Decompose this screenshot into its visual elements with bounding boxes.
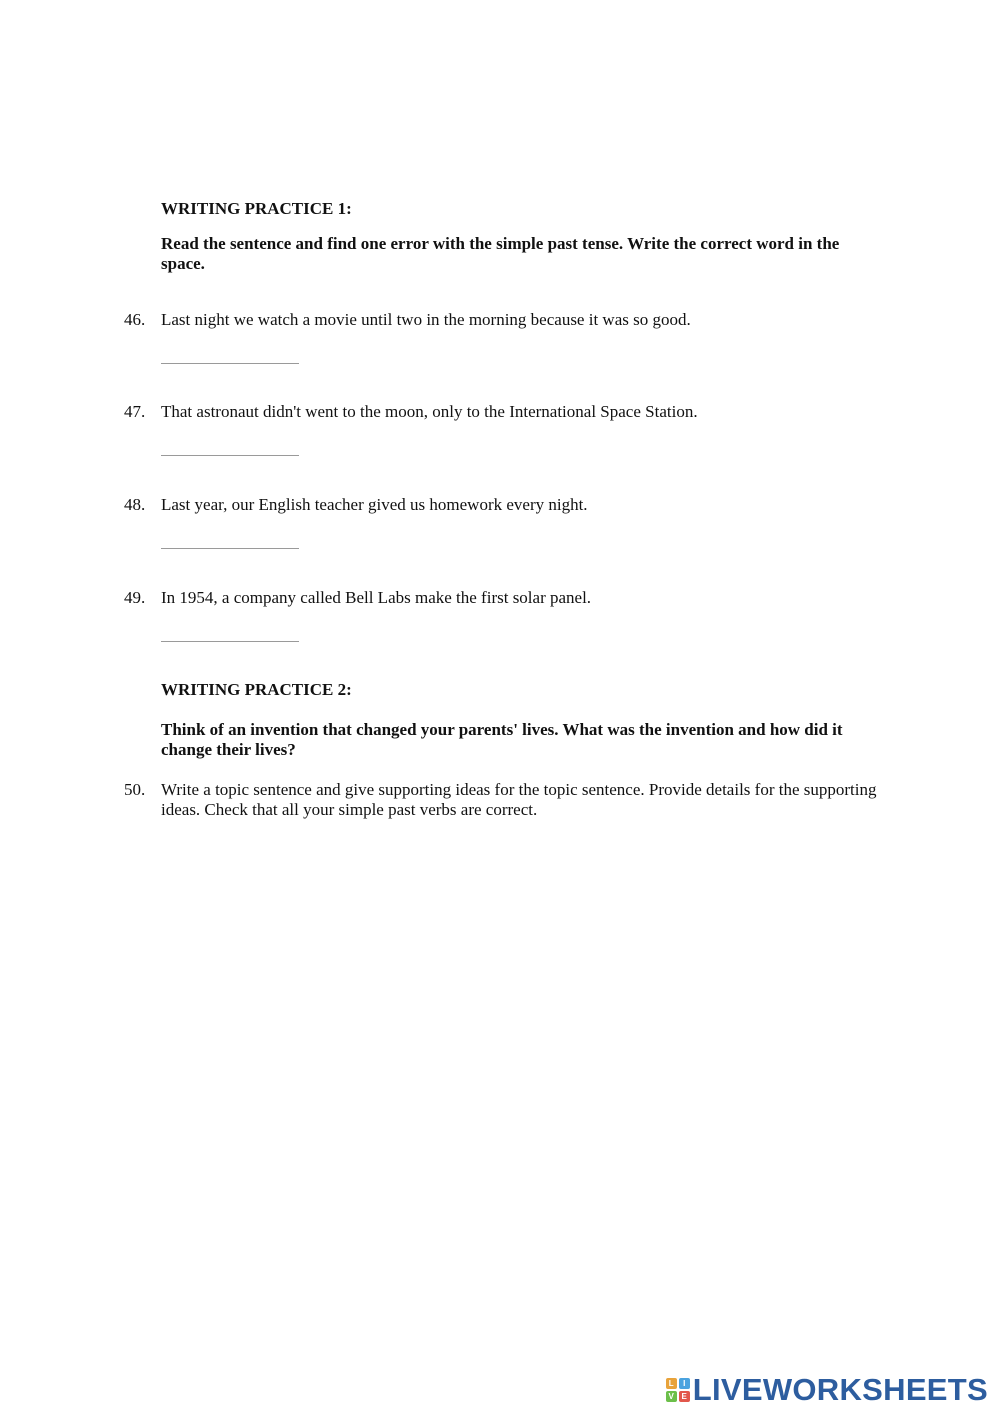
- question-number: 50.: [124, 780, 146, 799]
- question-number: 46.: [124, 310, 146, 329]
- section2-heading: WRITING PRACTICE 2:: [161, 680, 352, 699]
- question-text: Write a topic sentence and give supporting ideas for the topic sentence. Provide details for the supporting ideas. Check that all your simple past verbs are correct.: [161, 780, 877, 819]
- question-text: Last night we watch a movie until two in the morning because it was so good.: [161, 310, 691, 329]
- question-text: Last year, our English teacher gived us homework every night.: [161, 495, 588, 514]
- answer-field[interactable]: [161, 343, 299, 364]
- section1-heading: WRITING PRACTICE 1:: [161, 199, 352, 218]
- logo-block: V: [666, 1391, 677, 1402]
- question-text: That astronaut didn't went to the moon, only to the International Space Station.: [161, 402, 698, 421]
- logo-blocks-icon: [666, 1378, 690, 1402]
- answer-field[interactable]: [161, 621, 299, 642]
- logo-block: E: [679, 1391, 690, 1402]
- answer-field[interactable]: [161, 528, 299, 549]
- section1-instruction: Read the sentence and find one error with the simple past tense. Write the correct word in the space.: [161, 234, 840, 273]
- logo-block: I: [679, 1378, 690, 1389]
- logo-block: L: [666, 1378, 677, 1389]
- question-number: 47.: [124, 402, 146, 421]
- question-text: In 1954, a company called Bell Labs make the first solar panel.: [161, 588, 592, 607]
- section2-instruction: Think of an invention that changed your parents' lives. What was the invention and how did it change their lives?: [161, 720, 843, 759]
- liveworksheets-logo: [666, 1373, 988, 1407]
- answer-field[interactable]: [161, 435, 299, 456]
- question-number: 49.: [124, 588, 146, 607]
- question-number: 48.: [124, 495, 146, 514]
- logo-text: LIVEWORKSHEETS: [692, 1372, 988, 1407]
